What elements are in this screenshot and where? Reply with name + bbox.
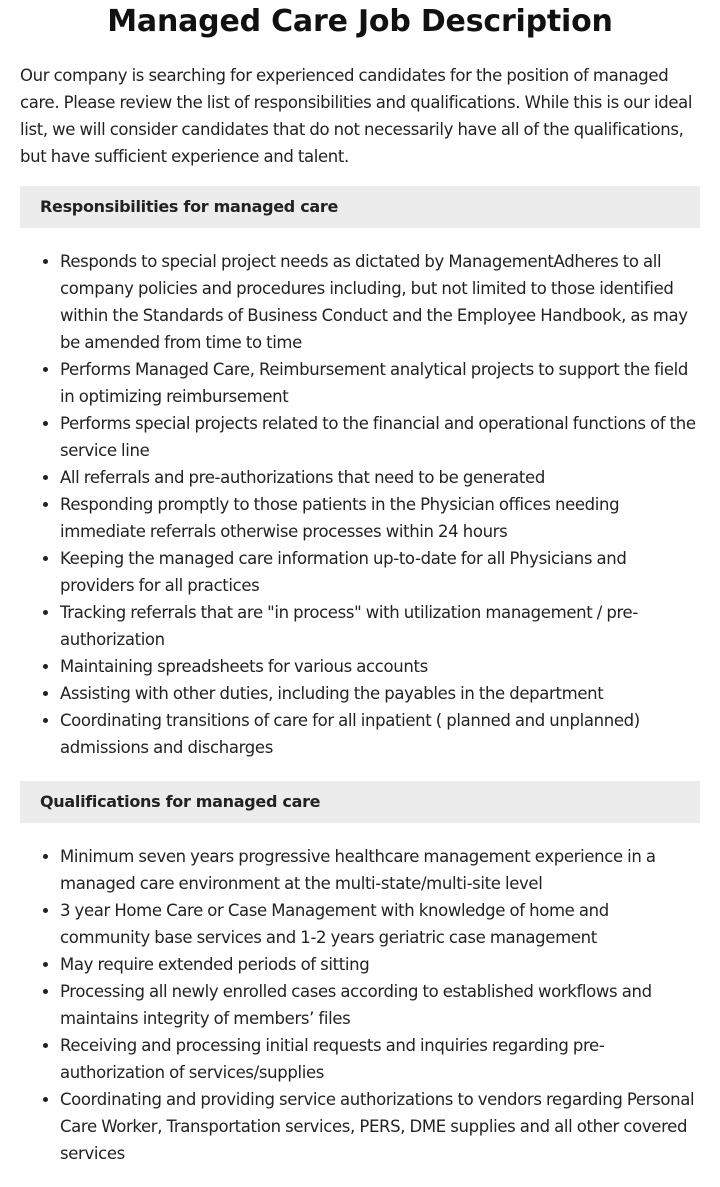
qualifications-list xyxy=(20,843,700,1167)
list-item: • May require extended periods of sitting xyxy=(60,951,700,978)
list-item: • Receiving and processing initial requests and inquiries regarding pre-authorization of services/supplies xyxy=(60,1032,700,1086)
list-item: • Performs special projects related to the financial and operational functions of the service line xyxy=(60,410,700,464)
list-item: • Coordinating and providing service authorizations to vendors regarding Personal Care Worker, Transportation services, PERS, DME supplies and all other covered services xyxy=(60,1086,700,1167)
list-item: • 3 year Home Care or Case Management with knowledge of home and community base services and 1-2 years geriatric case management xyxy=(60,897,700,951)
list-item: • Keeping the managed care information up-to-date for all Physicians and providers for all practices xyxy=(60,545,700,599)
list-item: • All referrals and pre-authorizations that need to be generated xyxy=(60,464,700,491)
list-item: • Tracking referrals that are "in process" with utilization management / pre-authorization xyxy=(60,599,700,653)
list-item: • Responding promptly to those patients in the Physician offices needing immediate referrals otherwise processes within 24 hours xyxy=(60,491,700,545)
qualifications-heading: Qualifications for managed care xyxy=(20,781,700,823)
list-item: • Performs Managed Care, Reimbursement analytical projects to support the field in optimizing reimbursement xyxy=(60,356,700,410)
list-item: • Coordinating transitions of care for all inpatient ( planned and unplanned) admissions and discharges xyxy=(60,707,700,761)
list-item: • Maintaining spreadsheets for various accounts xyxy=(60,653,700,680)
list-item: • Responds to special project needs as dictated by ManagementAdheres to all company policies and procedures including, but not limited to those identified within the Standards of Business Conduct and the Employee Handbook, as may be amended from time to time xyxy=(60,248,700,356)
page-title: Managed Care Job Description xyxy=(107,4,613,39)
responsibilities-list xyxy=(20,248,700,761)
list-item: • Assisting with other duties, including the payables in the department xyxy=(60,680,700,707)
intro-paragraph: Our company is searching for experienced candidates for the position of managed care. Please review the list of responsibilities and qualifications. While this is our ideal list, we will consider candidates that do not necessarily have all of the qualifications, but have sufficient experience and talent. xyxy=(20,66,693,166)
list-item: • Processing all newly enrolled cases according to established workflows and maintains integrity of members’ files xyxy=(60,978,700,1032)
responsibilities-heading: Responsibilities for managed care xyxy=(20,186,700,228)
list-item: • Minimum seven years progressive healthcare management experience in a managed care environment at the multi-state/multi-site level xyxy=(60,843,700,897)
